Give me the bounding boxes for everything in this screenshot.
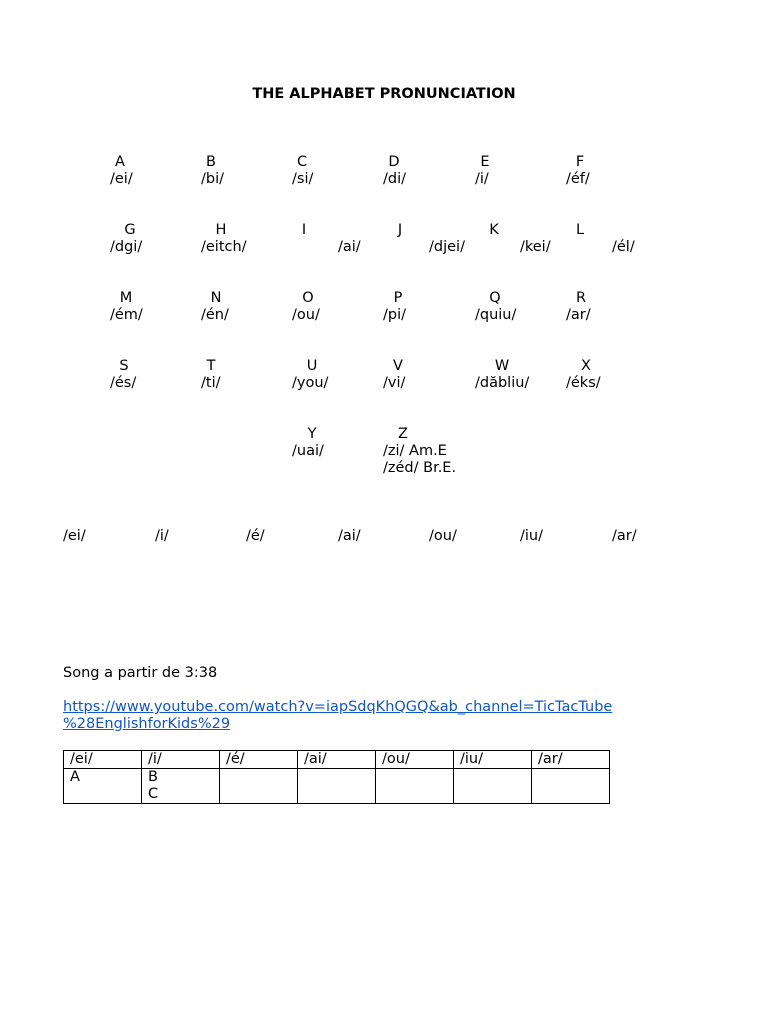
- table-row: [64, 769, 610, 804]
- pronunciation: /djei/: [429, 239, 465, 255]
- letter: Z: [398, 426, 408, 442]
- letter: U: [306, 358, 318, 374]
- table-header-cell: /i/: [142, 751, 220, 769]
- table-cell: [220, 769, 298, 804]
- letter: C: [296, 154, 308, 170]
- youtube-link-line-1: https://www.youtube.com/watch?v=iapSdqKhQGQ&ab_channel=TicTacTube: [63, 699, 613, 715]
- pronunciation: /uai/: [292, 443, 324, 459]
- cell-letter: B: [148, 769, 158, 785]
- sound-label: /ar/: [612, 528, 637, 544]
- pronunciation: /kei/: [520, 239, 551, 255]
- pronunciation: /vi/: [383, 375, 406, 391]
- sound-label: /ei/: [63, 528, 86, 544]
- pronunciation: /dăbliu/: [475, 375, 530, 391]
- sound-label: /é/: [246, 528, 265, 544]
- pronunciation: /eitch/: [201, 239, 247, 255]
- letter: A: [115, 154, 125, 170]
- pronunciation: /ém/: [110, 307, 143, 323]
- sound-label: /iu/: [520, 528, 543, 544]
- letter: P: [393, 290, 403, 306]
- pronunciation: /és/: [110, 375, 137, 391]
- pronunciation: /i/: [475, 171, 489, 187]
- letter: N: [210, 290, 222, 306]
- table-header-cell: /iu/: [454, 751, 532, 769]
- sound-label: /ou/: [429, 528, 457, 544]
- pronunciation: /én/: [201, 307, 229, 323]
- page-title: THE ALPHABET PRONUNCIATION: [252, 86, 516, 102]
- pronunciation: /éf/: [566, 171, 590, 187]
- pronunciation: /ou/: [292, 307, 320, 323]
- pronunciation: /ar/: [566, 307, 591, 323]
- table-header-cell: /ar/: [532, 751, 610, 769]
- letter: J: [397, 222, 403, 238]
- pronunciation: /di/: [383, 171, 407, 187]
- table-header-row: [64, 751, 610, 769]
- table-cell: [532, 769, 610, 804]
- pronunciation: /you/: [292, 375, 329, 391]
- table-header-cell: /ai/: [298, 751, 376, 769]
- pronunciation: /si/: [292, 171, 314, 187]
- letter: F: [575, 154, 585, 170]
- letter: L: [575, 222, 585, 238]
- table-header-cell: /ei/: [64, 751, 142, 769]
- letter: Y: [307, 426, 317, 442]
- pronunciation: /él/: [612, 239, 635, 255]
- cell-letter: A: [70, 769, 80, 785]
- vowel-sound-table: [63, 750, 610, 804]
- pronunciation: /dgi/: [110, 239, 143, 255]
- pronunciation: /pi/: [383, 307, 407, 323]
- youtube-link-line-2: %28EnglishforKids%29: [63, 716, 231, 732]
- letter: O: [302, 290, 314, 306]
- pronunciation: /éks/: [566, 375, 601, 391]
- table-cell: [454, 769, 532, 804]
- letter: S: [119, 358, 129, 374]
- sound-label: /ai/: [338, 528, 361, 544]
- pronunciation: /ti/: [201, 375, 221, 391]
- letter: I: [301, 222, 307, 238]
- letter: T: [206, 358, 216, 374]
- pronunciation-alt: /zéd/ Br.E.: [383, 460, 457, 476]
- letter: H: [215, 222, 227, 238]
- letter: V: [393, 358, 403, 374]
- table-cell: [298, 769, 376, 804]
- letter: D: [388, 154, 400, 170]
- pronunciation: /ei/: [110, 171, 133, 187]
- letter: G: [124, 222, 136, 238]
- pronunciation: /zi/ Am.E: [383, 443, 447, 459]
- letter: Q: [489, 290, 501, 306]
- letter: W: [494, 358, 510, 374]
- pronunciation: /quiu/: [475, 307, 517, 323]
- table-cell: [64, 769, 142, 804]
- song-note: Song a partir de 3:38: [63, 665, 218, 681]
- table-cell: [376, 769, 454, 804]
- table-header-cell: /ou/: [376, 751, 454, 769]
- table-cell: [142, 769, 220, 804]
- youtube-link[interactable]: [63, 699, 612, 733]
- table-header-cell: /é/: [220, 751, 298, 769]
- letter: E: [480, 154, 490, 170]
- letter: M: [119, 290, 133, 306]
- letter: R: [575, 290, 587, 306]
- pronunciation: /bi/: [201, 171, 225, 187]
- letter: X: [581, 358, 591, 374]
- letter: B: [206, 154, 216, 170]
- cell-letter: C: [148, 786, 159, 802]
- pronunciation: /ai/: [338, 239, 361, 255]
- sound-label: /i/: [155, 528, 169, 544]
- letter: K: [489, 222, 499, 238]
